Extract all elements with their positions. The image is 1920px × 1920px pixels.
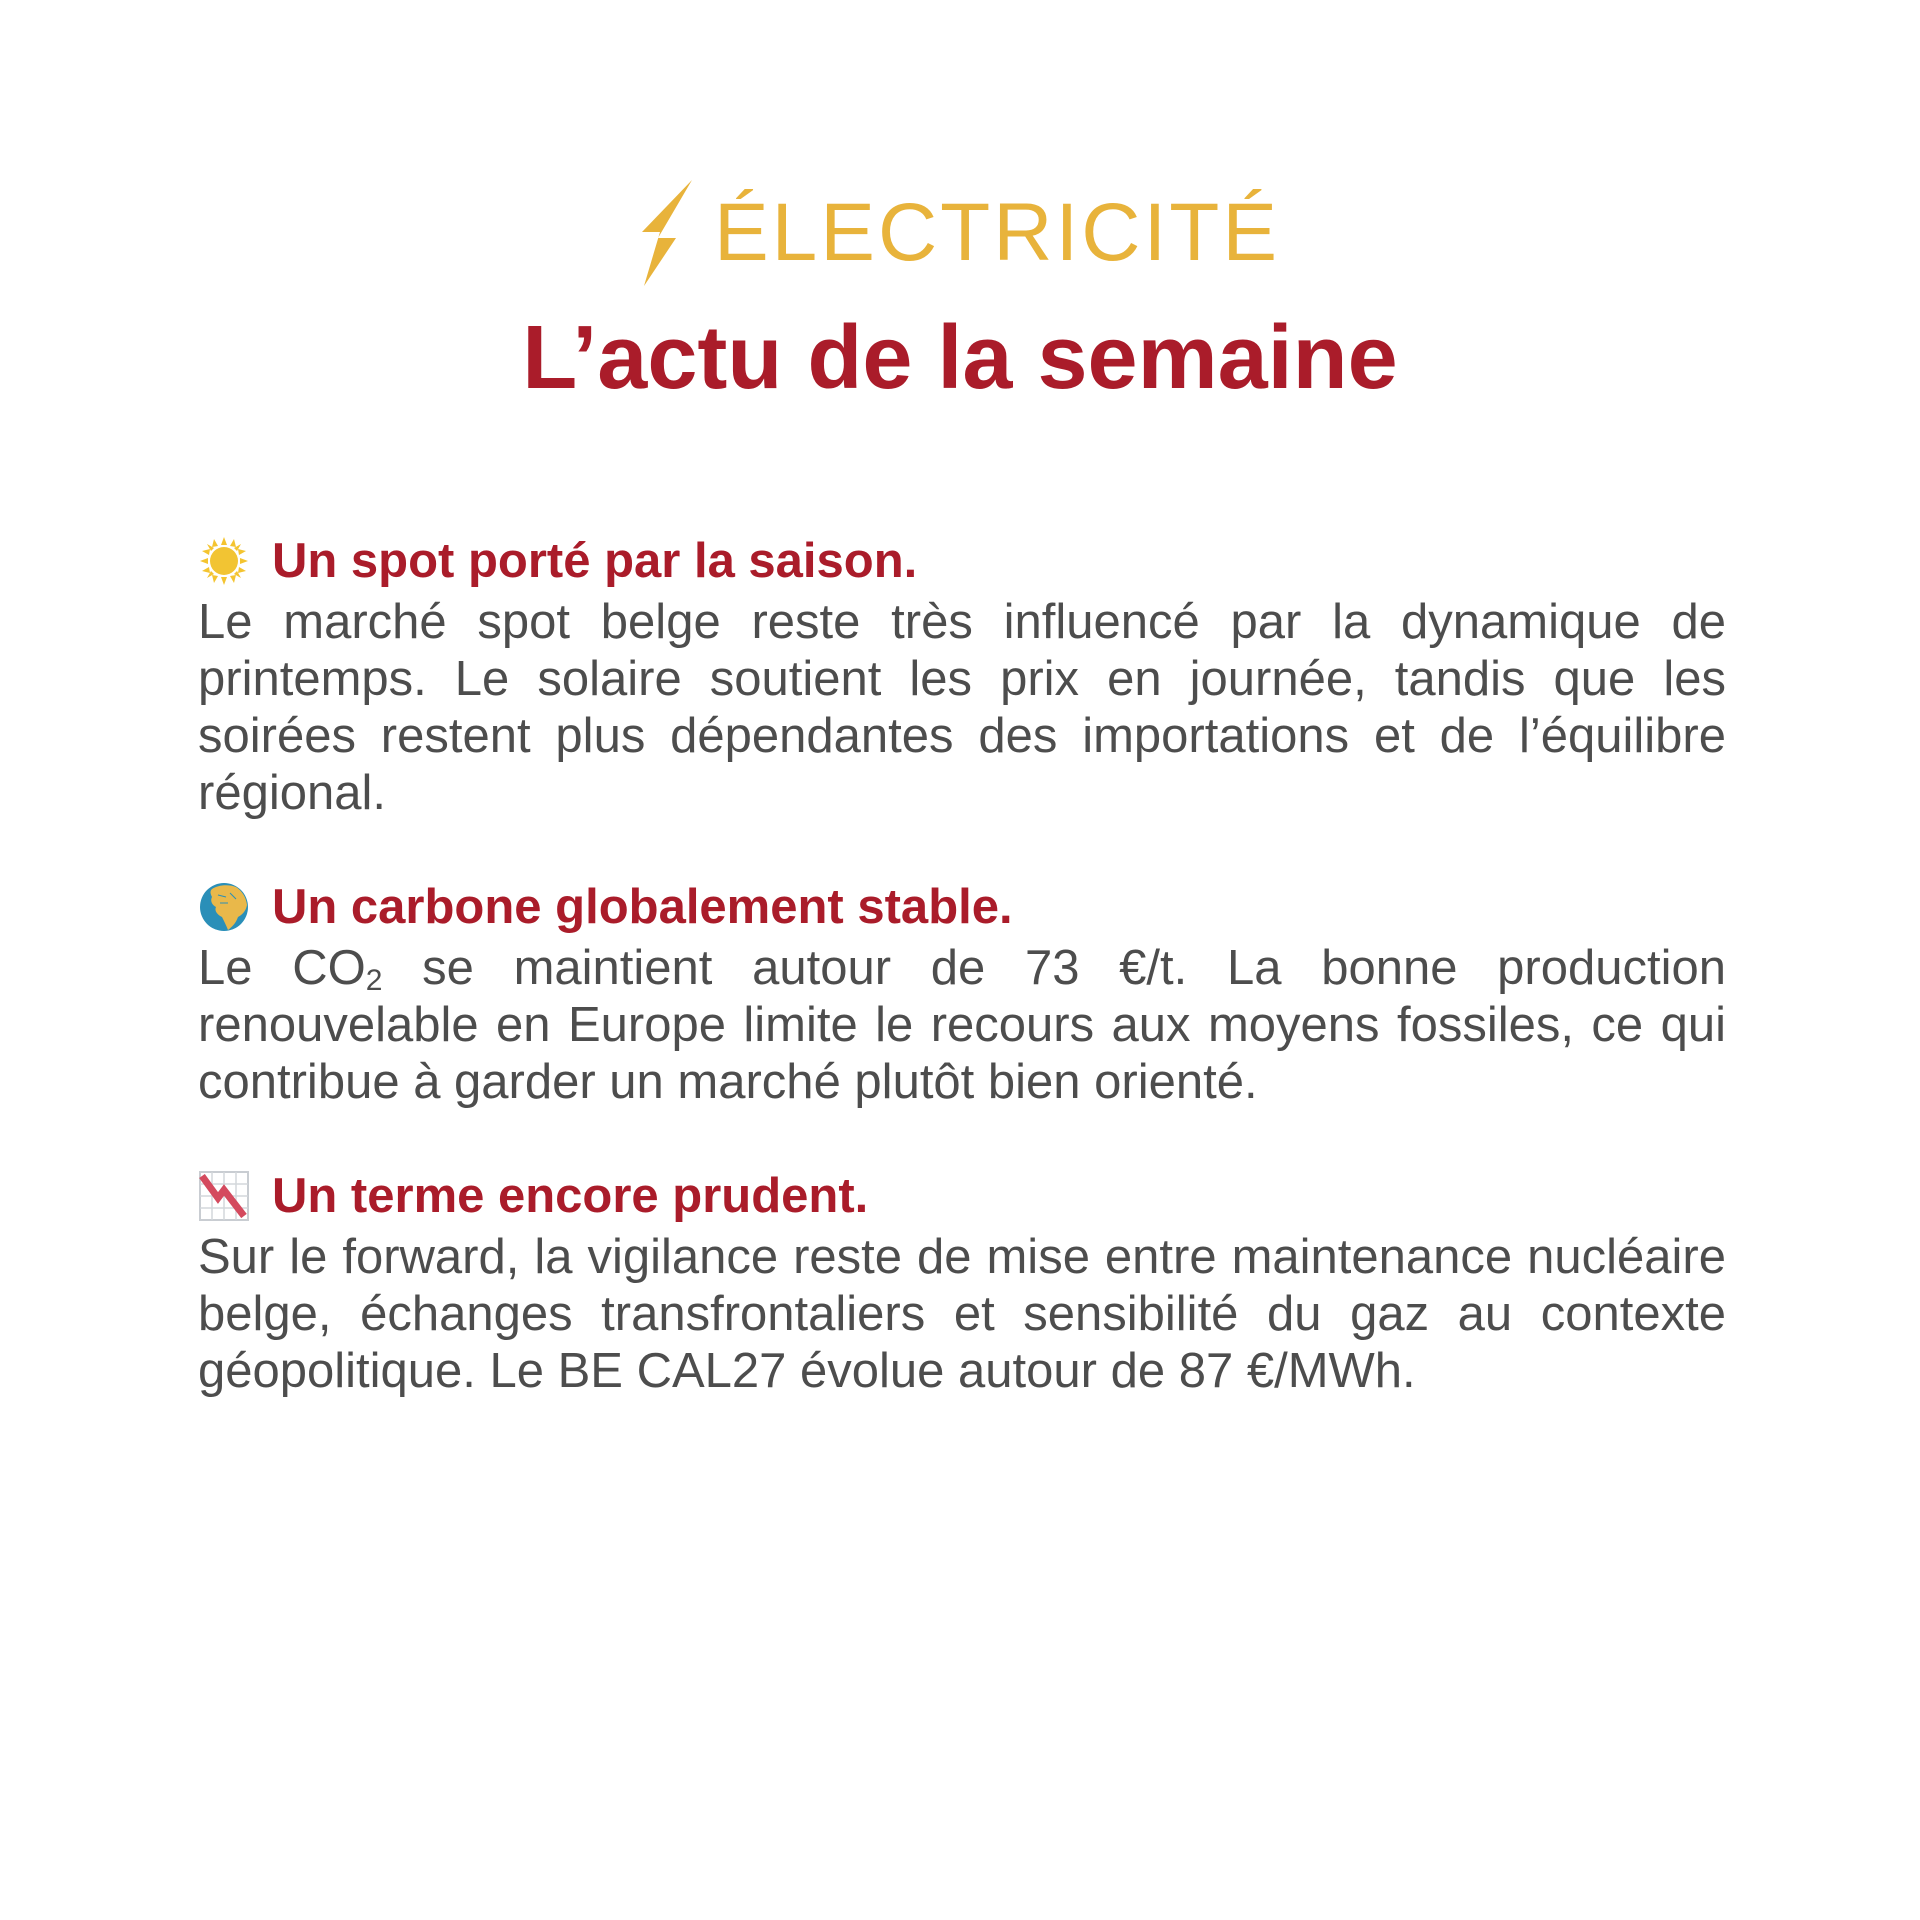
category-label <box>640 178 1280 288</box>
news-item-forward <box>198 1165 1726 1400</box>
lightning-bolt-icon <box>640 180 696 286</box>
category-text: ÉLECTRICITÉ <box>713 187 1281 278</box>
news-item-carbon <box>198 876 1726 1111</box>
body-text-post: se maintient autour de 73 €/t. La bonne production renouvelable en Europe limite le recours aux moyens fossiles, ce qui contribue à garder un marché plutôt bien orienté. <box>198 941 1726 1109</box>
news-item-header <box>198 876 1726 938</box>
co2-subscript: 2 <box>365 964 383 997</box>
sun-icon <box>198 535 250 587</box>
page-title: L’actu de la semaine <box>522 308 1398 408</box>
news-item-spot <box>198 530 1726 822</box>
news-item-body: Le marché spot belge reste très influencé par la dynamique de printemps. Le solaire soutient les prix en journée, tandis que les soirées restent plus dépendantes des importations et de l’équilibre régional. <box>198 595 1726 820</box>
globe-europe-africa-icon <box>198 881 250 933</box>
news-item-header <box>198 530 1726 592</box>
news-list <box>198 530 1726 1454</box>
page-header <box>0 178 1920 408</box>
chart-decreasing-icon <box>198 1170 250 1222</box>
news-item-title: Un terme encore prudent. <box>272 1168 869 1223</box>
body-text-pre: Le CO <box>198 941 366 995</box>
news-item-header <box>198 1165 1726 1227</box>
news-item-title: Un carbone globalement stable. <box>272 879 1013 934</box>
news-item-title: Un spot porté par la saison. <box>272 533 918 588</box>
news-item-body <box>198 940 1726 1111</box>
news-item-body: Sur le forward, la vigilance reste de mise entre maintenance nucléaire belge, échanges transfrontaliers et sensibilité du gaz au contexte géopolitique. Le BE CAL27 évolue autour de 87 €/MWh. <box>198 1230 1726 1398</box>
